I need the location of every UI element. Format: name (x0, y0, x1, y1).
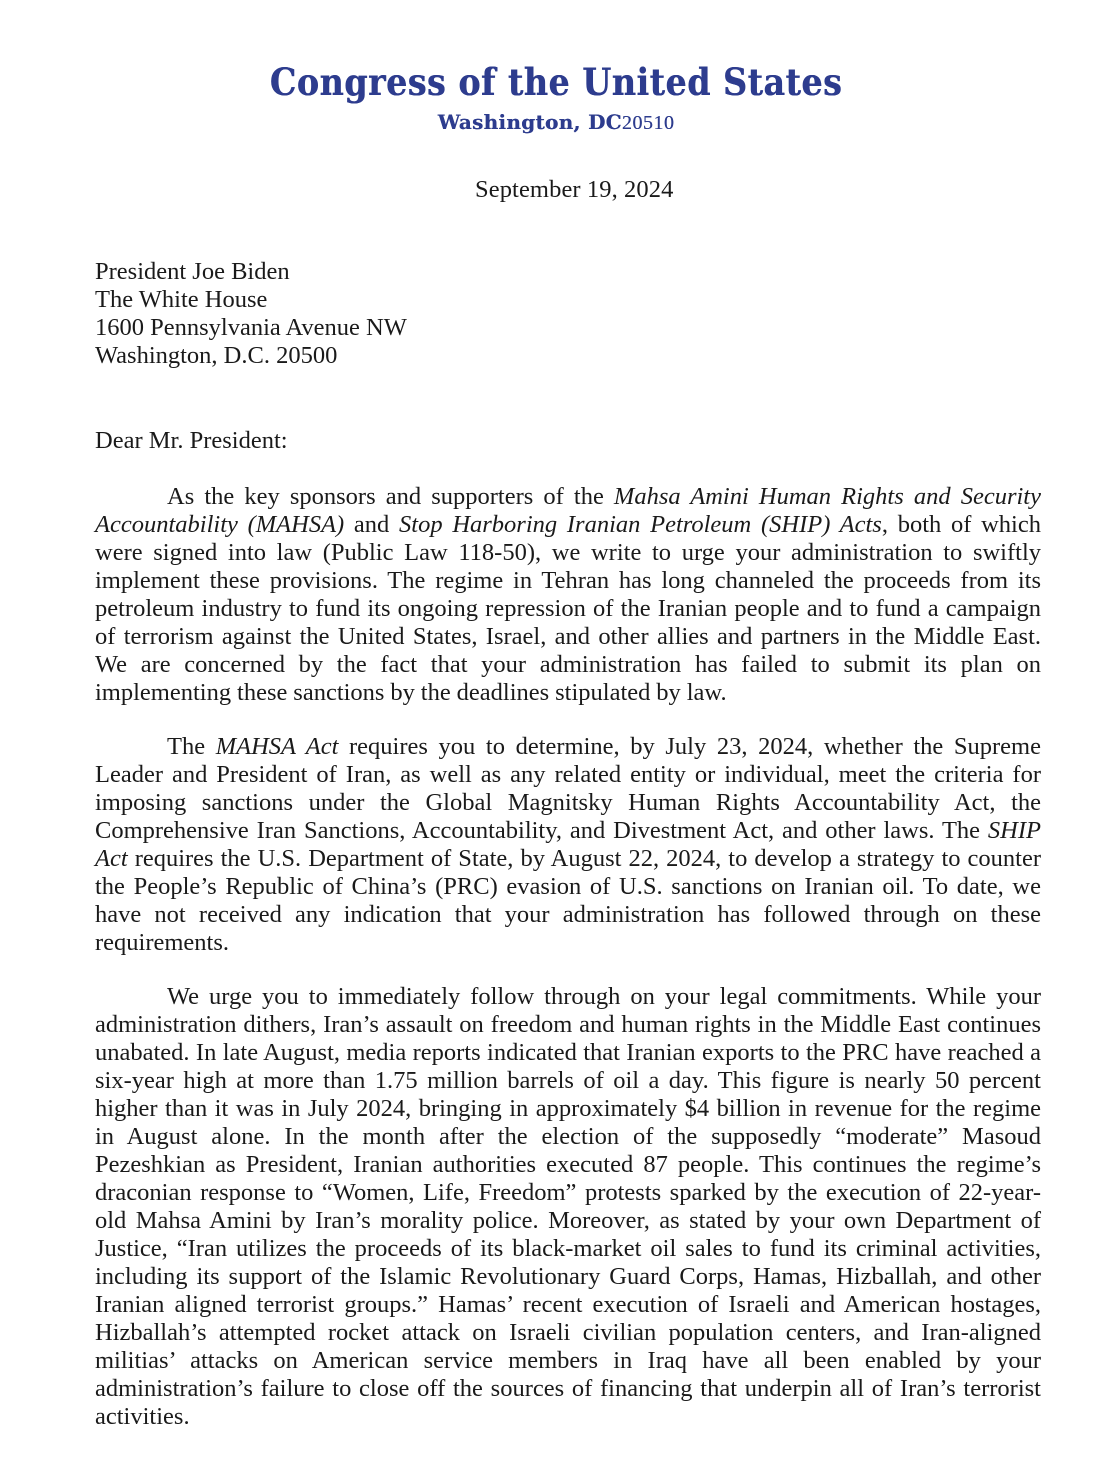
p1-segment-2: and (344, 511, 400, 538)
recipient-street: 1600 Pennsylvania Avenue NW (95, 314, 407, 341)
p1-act-name-ship: Stop Harboring Iranian Petroleum (SHIP) Acts (399, 511, 882, 538)
recipient-city-zip: Washington, D.C. 20500 (95, 342, 338, 369)
letterhead-subtitle (0, 110, 1112, 135)
letterhead-zip: 20510 (621, 112, 675, 135)
p1-segment-1: As the key sponsors and supporters of the (167, 483, 614, 510)
paragraph-3: We urge you to immediately follow through on your legal commitments. While your administration dithers, Iran’s assault on freedom and human rights in the Middle East continues unabated. In late August, media reports indicated that Iranian exports to the PRC have reached a six-year high at more than 1.75 million barrels of oil a day. This figure is nearly 50 percent higher than it was in July 2024, bringing in approximately $4 billion in revenue for the regime in August alone. In the month after the election of the supposedly “moderate” Masoud Pezeshkian as President, Iranian authorities executed 87 people. This continues the regime’s draconian response to “Women, Life, Freedom” protests sparked by the execution of 22-year-old Mahsa Amini by Iran’s morality police. Moreover, as stated by your own Department of Justice, “Iran utilizes the proceeds of its black-market oil sales to fund its criminal activities, including its support of the Islamic Revolutionary Guard Corps, Hamas, Hizballah, and other Iranian aligned terrorist groups.” Hamas’ recent execution of Israeli and American hostages, Hizballah’s attempted rocket attack on Israeli civilian population centers, and Iran-aligned militias’ attacks on American service members in Iraq have all been enabled by your administration’s failure to close off the sources of financing that underpin all of Iran’s terrorist activities. (95, 983, 1041, 1430)
letterhead-city-state: Washington, DC (437, 110, 622, 135)
p1-segment-3: , both of which were signed into law (Public Law 118-50), we write to urge your administration to swiftly implement these provisions. The regime in Tehran has long channeled the proceeds from its petroleum industry to fund its ongoing repression of the Iranian people and to fund a campaign of terrorism against the United States, Israel, and other allies and partners in the Middle East. We are concerned by the fact that your administration has failed to submit its plan on implementing these sanctions by the deadlines stipulated by law. (95, 511, 1041, 706)
paragraph-1 (95, 483, 1041, 707)
p2-segment-3: requires the U.S. Department of State, by August 22, 2024, to develop a strategy to counter the People’s Republic of China’s (PRC) evasion of U.S. sanctions on Iranian oil. To date, we have not received any indication that your administration has followed through on these requirements. (95, 845, 1041, 956)
letterhead (0, 0, 1112, 135)
p2-act-name-mahsa: MAHSA Act (215, 733, 339, 760)
p2-act-name-ship: SHIP Act (95, 817, 1041, 872)
paragraph-2 (95, 733, 1041, 957)
p1-act-name-mahsa: Mahsa Amini Human Rights and Security Accountability (MAHSA) (95, 483, 1041, 538)
letterhead-title: Congress of the United States (269, 60, 843, 104)
date-line: September 19, 2024 (475, 176, 674, 203)
salutation: Dear Mr. President: (95, 427, 288, 454)
p2-segment-2: requires you to determine, by July 23, 2024, whether the Supreme Leader and President of Iran, as well as any related entity or individual, meet the criteria for imposing sanctions under the Global Magnitsky Human Rights Accountability Act, the Comprehensive Iran Sanctions, Accountability, and Divestment Act, and other laws. The (95, 733, 1041, 844)
recipient-name: President Joe Biden (95, 258, 290, 285)
p2-segment-1: The (167, 733, 216, 760)
letter-paragraphs (95, 483, 1041, 1431)
recipient-organization: The White House (95, 286, 268, 313)
recipient-address-block (95, 258, 407, 370)
